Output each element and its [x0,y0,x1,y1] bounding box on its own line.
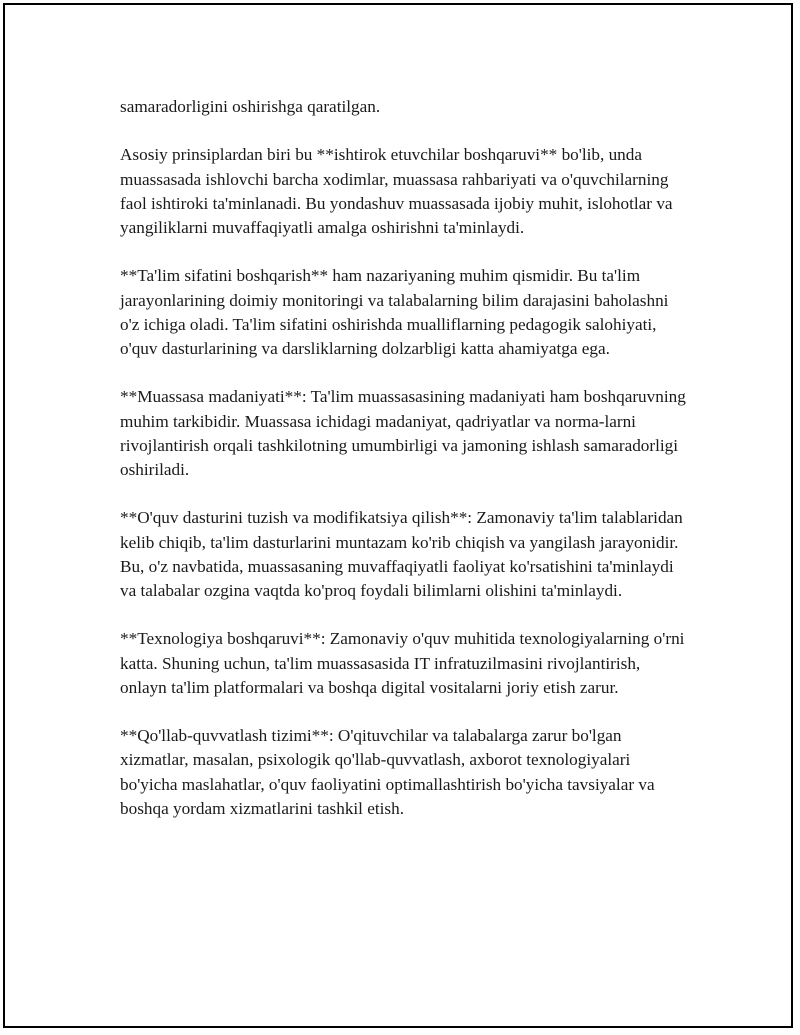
paragraph-institution-culture: **Muassasa madaniyati**: Ta'lim muassasasining madaniyati ham boshqaruvning muhim tarkibidir. Muassasa ichidagi madaniyat, qadriyatlar va norma-larni rivojlantirish orqali tashkilotning umumbirligi va jamoning ishlash samaradorligi oshiriladi. [120,387,686,479]
paragraph-support-system: **Qo'llab-quvvatlash tizimi**: O'qituvchilar va talabalarga zarur bo'lgan xizmatlar, masalan, psixologik qo'llab-quvvatlash, axborot texnologiyalari bo'yicha maslahatlar, o'quv faoliyatini optimallashtirish bo'yicha tavsiyalar va boshqa yordam xizmatlarini tashkil etish. [120,726,655,818]
document-body [120,95,690,845]
paragraph-education-quality: **Ta'lim sifatini boshqarish** ham nazariyaning muhim qismidir. Bu ta'lim jarayonlarining doimiy monitoringi va talabalarning bilim darajasini baholashni o'z ichiga oladi. Ta'lim sifatini oshirishda mualliflarning pedagogik salohiyati, o'quv dasturlarining va darsliklarning dolzarbligi katta ahamiyatga ega. [120,266,669,358]
paragraph-technology-management: **Texnologiya boshqaruvi**: Zamonaviy o'quv muhitida texnologiyalarning o'rni katta. Shuning uchun, ta'lim muassasasida IT infratuzilmasini rivojlantirish, onlayn ta'lim platformalari va boshqa digital vositalarni joriy etish zarur. [120,629,685,697]
document-page [3,3,793,1028]
paragraph-participatory-management: Asosiy prinsiplardan biri bu **ishtirok etuvchilar boshqaruvi** bo'lib, unda muassasada ishlovchi barcha xodimlar, muassasa rahbariyati va o'quvchilarning faol ishtiroki ta'minlanadi. Bu yondashuv muassasada ijobiy muhit, islohotlar va yangiliklarni muvaffaqiyatli amalga oshirishni ta'minlaydi. [120,145,673,237]
paragraph-continuation: samaradorligini oshirishga qaratilgan. [120,97,381,116]
paragraph-curriculum: **O'quv dasturini tuzish va modifikatsiya qilish**: Zamonaviy ta'lim talablaridan kelib chiqib, ta'lim dasturlarini muntazam ko'rib chiqish va yangilash jarayonidir. Bu, o'z navbatida, muassasaning muvaffaqiyatli faoliyat ko'rsatishini ta'minlaydi va talabalar ozgina vaqtda ko'proq foydali bilimlarni olishini ta'minlaydi. [120,508,683,600]
